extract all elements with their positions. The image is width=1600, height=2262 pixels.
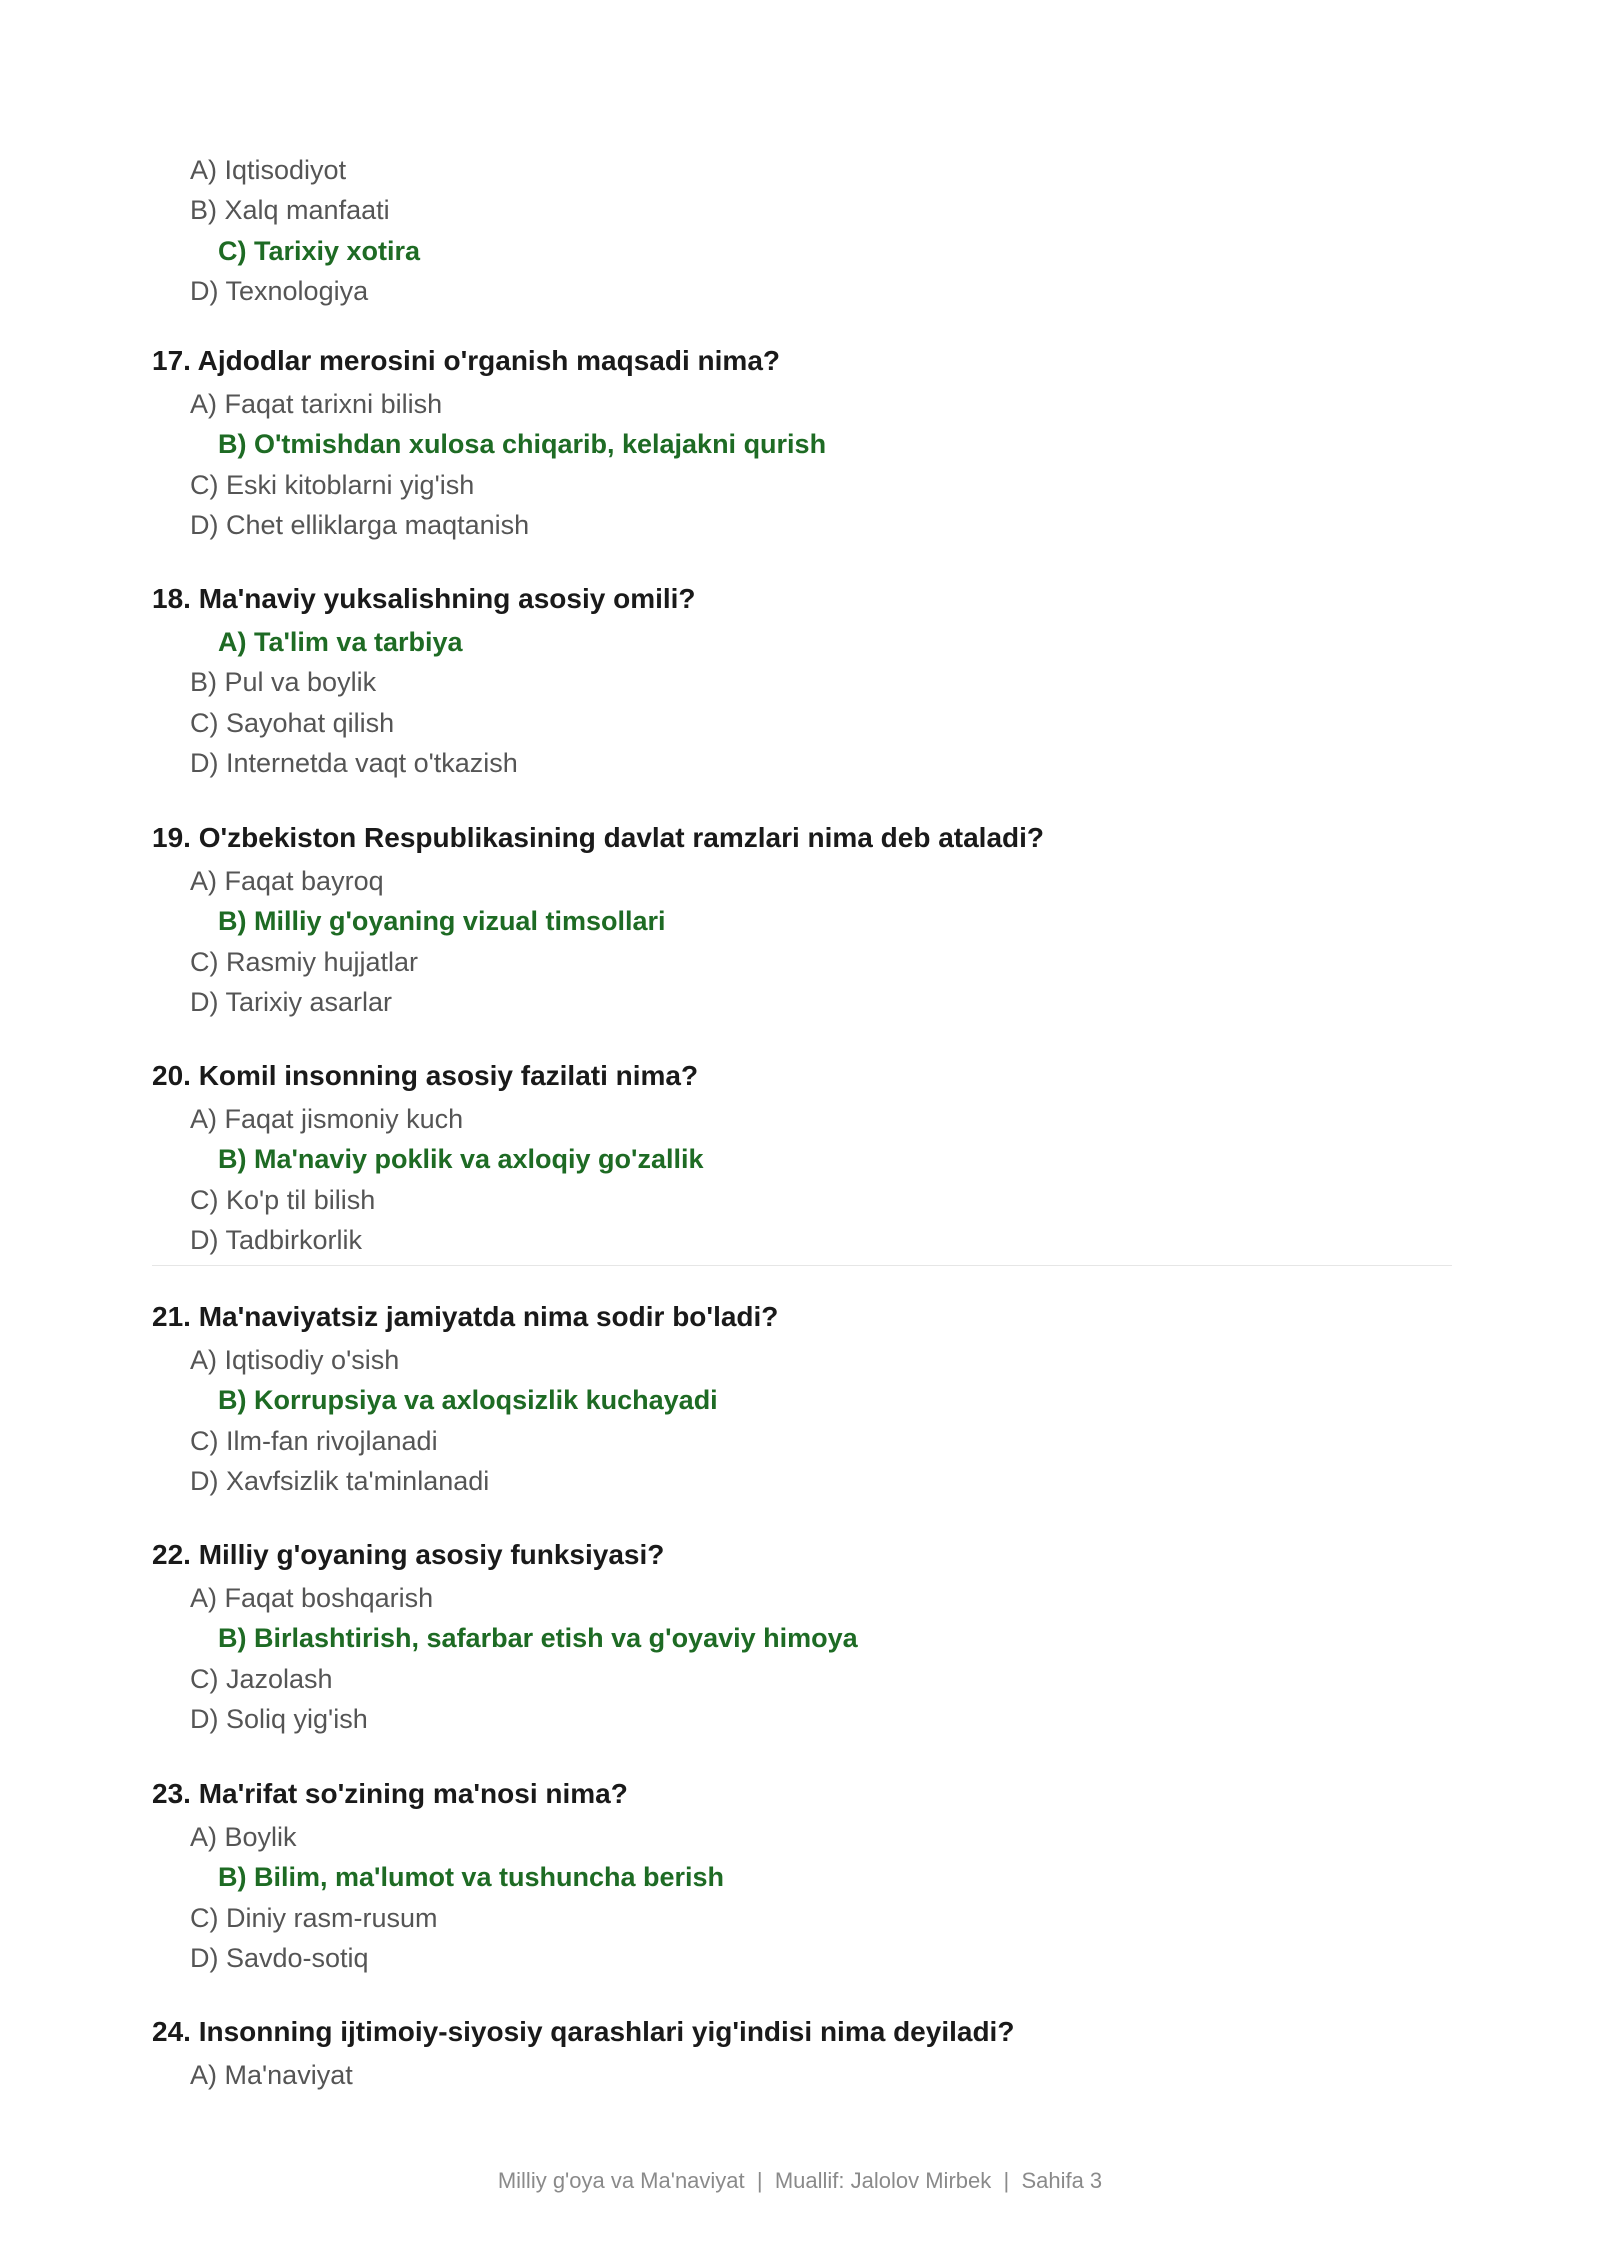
option-a: A) Boylik xyxy=(190,1822,297,1852)
options-list xyxy=(152,150,1452,312)
option-c: C) Sayohat qilish xyxy=(190,707,395,738)
question-text: 24. Insonning ijtimoiy-siyosiy qarashlari yig'indisi nima deyiladi? xyxy=(152,2016,1015,2047)
options-list xyxy=(152,1817,1452,1979)
footer-separator: | xyxy=(756,2168,763,2193)
option-d: D) Savdo-sotiq xyxy=(190,1943,369,1974)
footer-separator: | xyxy=(1003,2168,1010,2193)
option-c: C) Ko'p til bilish xyxy=(190,1184,376,1215)
option-c: C) Jazolash xyxy=(190,1663,333,1694)
options-list xyxy=(152,1099,1452,1261)
option-c: C) Eski kitoblarni yig'ish xyxy=(190,469,475,500)
option-a: A) Faqat jismoniy kuch xyxy=(190,1104,464,1134)
option-c: C) Rasmiy hujjatlar xyxy=(190,946,419,977)
question-block-19 xyxy=(152,815,1452,1023)
options-list xyxy=(152,622,1452,784)
options-list xyxy=(152,861,1452,1023)
option-d: D) Tarixiy asarlar xyxy=(190,987,393,1018)
option-c: C) Diniy rasm-rusum xyxy=(190,1902,438,1933)
option-a: A) Faqat bayroq xyxy=(190,866,384,896)
option-b-correct: B) O'tmishdan xulosa chiqarib, kelajakni qurish xyxy=(218,429,827,460)
option-a: A) Faqat tarixni bilish xyxy=(190,389,443,419)
question-block-22 xyxy=(152,1532,1452,1740)
option-b-correct: B) Bilim, ma'lumot va tushuncha berish xyxy=(218,1862,724,1893)
option-d: D) Soliq yig'ish xyxy=(190,1704,368,1735)
footer-page-number: Sahifa 3 xyxy=(1021,2168,1103,2193)
option-a-correct: A) Ta'lim va tarbiya xyxy=(218,627,463,657)
options-list xyxy=(152,1340,1452,1502)
footer-subject: Milliy g'oya va Ma'naviyat xyxy=(497,2168,745,2193)
option-d: D) Texnologiya xyxy=(190,276,369,307)
option-b: B) Pul va boylik xyxy=(190,667,377,698)
question-block-17 xyxy=(152,338,1452,546)
question-text: 18. Ma'naviy yuksalishning asosiy omili? xyxy=(152,583,696,614)
question-block-16-continued xyxy=(152,150,1452,312)
options-list xyxy=(152,2055,1452,2095)
option-b-correct: B) Milliy g'oyaning vizual timsollari xyxy=(218,906,666,937)
section-divider xyxy=(152,1265,1452,1266)
question-block-20 xyxy=(152,1053,1452,1261)
option-d: D) Xavfsizlik ta'minlanadi xyxy=(190,1466,490,1497)
question-text: 22. Milliy g'oyaning asosiy funksiyasi? xyxy=(152,1539,665,1570)
option-a: A) Faqat boshqarish xyxy=(190,1583,434,1613)
options-list xyxy=(152,1578,1452,1740)
option-a: A) Iqtisodiy o'sish xyxy=(190,1345,400,1375)
option-c-correct: C) Tarixiy xotira xyxy=(218,235,421,266)
option-d: D) Chet elliklarga maqtanish xyxy=(190,510,530,541)
option-d: D) Internetda vaqt o'tkazish xyxy=(190,748,518,779)
question-text: 21. Ma'naviyatsiz jamiyatda nima sodir bo'ladi? xyxy=(152,1301,779,1332)
question-text: 17. Ajdodlar merosini o'rganish maqsadi nima? xyxy=(152,345,780,376)
question-text: 20. Komil insonning asosiy fazilati nima? xyxy=(152,1060,699,1091)
option-d: D) Tadbirkorlik xyxy=(190,1225,363,1256)
option-b-correct: B) Ma'naviy poklik va axloqiy go'zallik xyxy=(218,1144,704,1175)
option-c: C) Ilm-fan rivojlanadi xyxy=(190,1425,438,1456)
option-b-correct: B) Korrupsiya va axloqsizlik kuchayadi xyxy=(218,1385,718,1416)
option-b: B) Xalq manfaati xyxy=(190,195,390,226)
option-b-correct: B) Birlashtirish, safarbar etish va g'oyaviy himoya xyxy=(218,1623,858,1654)
page-footer xyxy=(0,2168,1600,2194)
option-a: A) Iqtisodiyot xyxy=(190,155,347,185)
footer-author: Muallif: Jalolov Mirbek xyxy=(774,2168,992,2193)
question-block-24 xyxy=(152,2009,1452,2095)
question-text: 23. Ma'rifat so'zining ma'nosi nima? xyxy=(152,1778,628,1809)
question-block-23 xyxy=(152,1771,1452,1979)
question-block-21 xyxy=(152,1294,1452,1502)
question-text: 19. O'zbekiston Respublikasining davlat ramzlari nima deb ataladi? xyxy=(152,822,1045,853)
option-a: A) Ma'naviyat xyxy=(190,2060,353,2090)
question-block-18 xyxy=(152,576,1452,784)
options-list xyxy=(152,384,1452,546)
